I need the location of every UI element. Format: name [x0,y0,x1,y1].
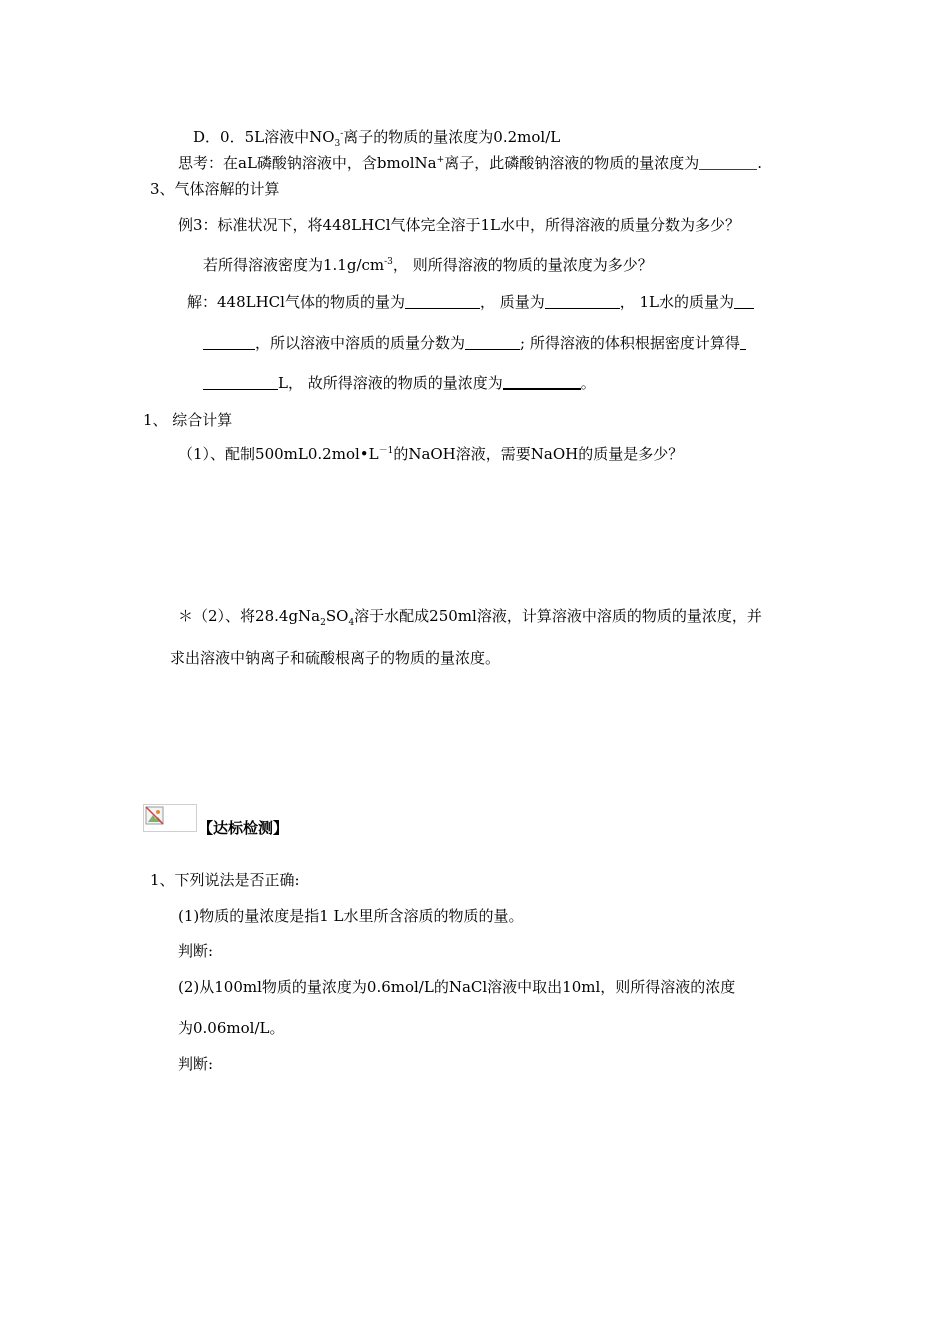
test-question-1: 1、下列说法是否正确: [150,871,300,889]
answer-blank [734,293,754,309]
question-1: （1）、配制$500mL0.2mol•L^{-1}$的NaOH溶液，需要NaOH的质量是多少？ [178,445,684,463]
section-heading-3: 3、气体溶解的计算 [150,180,280,198]
solution-line-2: ，所以溶液中溶质的质量分数为 ; 所得溶液的体积根据密度计算得 [203,333,746,353]
option-d: D．0．5L溶液中$NO_3^-$离子的物质的量浓度为0.2mol/L [193,128,561,149]
answer-blank [545,293,620,309]
statement-2-continued: 为0.06mol/L。 [178,1019,285,1037]
answer-blank [203,334,255,350]
statement-1: (1)物质的量浓度是指1 L水里所含溶质的物质的量。 [178,907,524,925]
statement-2: (2)从100ml物质的量浓度为0.6mol/L的NaCl溶液中取出10ml，则所得溶液的浓度 [178,978,736,996]
section-heading-1: 1、 综合计算 [143,411,233,429]
answer-blank [405,293,480,309]
think-question: 思考：在aL磷酸钠溶液中，含bmolNa+离子，此磷酸钠溶液的物质的量浓度为 . [178,154,762,172]
broken-image-icon [143,804,197,832]
judge-label-2: 判断: [178,1055,214,1073]
solution-line-1: 解：448LHCl气体的物质的量为 ， 质量为 ， 1L水的质量为 [187,292,754,312]
answer-blank [203,374,278,390]
judge-label-1: 判断: [178,942,214,960]
section-title: 【达标检测】 [198,819,289,837]
example-3: 例3：标准状况下，将448LHCl气体完全溶于1L水中，所得溶液的质量分数为多少？ [178,216,740,234]
answer-blank [465,334,520,350]
solution-line-3: L， 故所得溶液的物质的量浓度为 。 [203,373,596,393]
answer-blank [740,334,746,350]
question-2: ＊（2）、将$28.4gNa_2SO_4$溶于水配成250ml溶液，计算溶液中溶质的物质的量浓度，并 [178,607,762,628]
density-question: 若所得溶液密度为$1.1g/cm^{-3}$， 则所得溶液的物质的量浓度为多少？ [203,256,653,274]
answer-blank [503,373,581,390]
answer-blank [699,154,757,170]
question-2-continued: 求出溶液中钠离子和硫酸根离子的物质的量浓度。 [170,649,501,667]
